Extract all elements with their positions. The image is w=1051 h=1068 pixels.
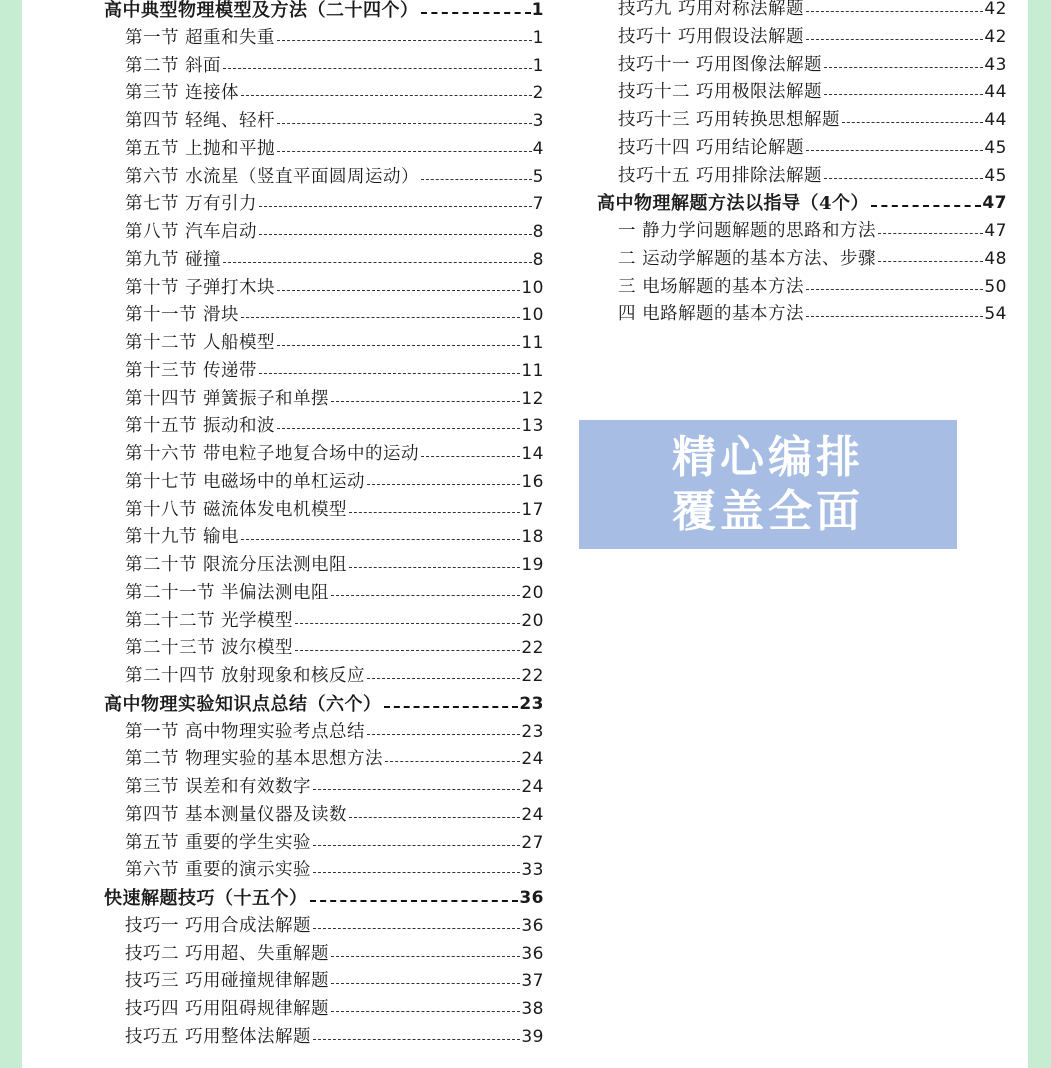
toc-dot-leader (349, 497, 520, 525)
toc-entry-title: 高中物理解题方法以指导（4个） (597, 193, 870, 215)
toc-entry[interactable] (104, 497, 544, 525)
toc-entry[interactable] (104, 358, 544, 386)
toc-dot-leader (259, 191, 532, 219)
toc-right-column (597, 0, 1007, 329)
toc-entry[interactable] (597, 0, 1007, 24)
toc-page-number: 11 (521, 333, 544, 353)
toc-entry-title: 第二十一节 半偏法测电阻 (125, 582, 330, 603)
toc-dot-leader (277, 108, 532, 136)
toc-dot-leader (277, 413, 520, 441)
toc-dot-leader (277, 275, 520, 303)
toc-page-number: 10 (521, 277, 544, 298)
toc-entry-title: 第十四节 弹簧振子和单摆 (125, 388, 330, 409)
toc-dot-leader (824, 79, 983, 107)
toc-entry-title: 第九节 碰撞 (125, 249, 222, 270)
toc-dot-leader (806, 24, 983, 52)
toc-page-number: 37 (521, 971, 544, 992)
toc-page-number: 48 (984, 248, 1007, 269)
toc-dot-leader (824, 163, 983, 191)
toc-page-number: 43 (984, 54, 1007, 75)
toc-entry-title: 快速解题技巧（十五个） (104, 888, 308, 909)
toc-left-column (104, 0, 544, 1052)
toc-page-number: 44 (984, 82, 1007, 103)
toc-page-number: 8 (532, 222, 544, 242)
toc-entry[interactable] (104, 830, 544, 858)
toc-page-number: 1 (531, 0, 544, 20)
toc-entry[interactable] (597, 301, 1007, 329)
toc-dot-leader (313, 830, 520, 858)
toc-entry-title: 第十八节 磁流体发电机模型 (125, 499, 348, 520)
toc-entry-title: 第二十二节 光学模型 (125, 610, 294, 631)
toc-entry-title: 第十二节 人船模型 (125, 333, 276, 353)
toc-dot-leader (223, 247, 532, 275)
toc-page-number: 5 (532, 166, 544, 187)
promo-banner (579, 420, 957, 549)
toc-page-number: 18 (521, 527, 544, 548)
toc-entry[interactable] (597, 135, 1007, 163)
toc-page-number: 45 (984, 137, 1007, 158)
toc-dot-leader (367, 719, 520, 747)
toc-entry[interactable] (597, 52, 1007, 80)
toc-page-number: 20 (521, 610, 544, 631)
toc-entry[interactable] (104, 441, 544, 469)
toc-dot-leader (349, 802, 520, 830)
toc-entry[interactable] (104, 552, 544, 580)
toc-entry[interactable] (597, 79, 1007, 107)
toc-page-number: 45 (984, 165, 1007, 186)
toc-entry[interactable] (104, 275, 544, 303)
toc-page-number: 39 (521, 1026, 544, 1047)
toc-entry[interactable] (104, 608, 544, 636)
toc-entry-title: 第三节 误差和有效数字 (125, 777, 312, 797)
toc-entry-title: 二 运动学解题的基本方法、步骤 (618, 248, 877, 269)
toc-page-number: 42 (984, 0, 1007, 19)
toc-page-number: 12 (521, 388, 544, 409)
toc-entry[interactable] (104, 53, 544, 81)
toc-page-number: 36 (521, 915, 544, 936)
toc-entry[interactable] (104, 191, 544, 219)
toc-page-number: 7 (532, 194, 544, 215)
toc-entry-title: 第二十三节 波尔模型 (125, 638, 294, 659)
toc-entry-title: 第五节 上抛和平抛 (125, 138, 276, 159)
toc-section-heading[interactable] (597, 190, 1007, 218)
toc-page-number: 22 (521, 666, 544, 686)
toc-entry-title: 第十一节 滑块 (125, 305, 240, 326)
toc-page-number: 19 (521, 555, 544, 575)
toc-dot-leader (331, 386, 520, 414)
toc-page-number: 2 (532, 83, 544, 104)
toc-page-number: 11 (521, 360, 544, 381)
toc-dot-leader (349, 552, 520, 580)
toc-entry-title: 技巧一 巧用合成法解题 (125, 915, 312, 936)
toc-entry-title: 高中典型物理模型及方法（二十四个） (104, 0, 419, 21)
toc-dot-leader (313, 774, 520, 802)
toc-page-number: 33 (521, 860, 544, 881)
toc-entry-title: 第二十节 限流分压法测电阻 (125, 555, 348, 575)
toc-page-number: 24 (521, 804, 544, 825)
toc-entry[interactable] (597, 274, 1007, 302)
toc-entry-title: 技巧十一 巧用图像法解题 (618, 54, 823, 75)
toc-entry-title: 第十节 子弹打木块 (125, 277, 276, 298)
toc-entry[interactable] (104, 774, 544, 802)
toc-entry-title: 第二十四节 放射现象和核反应 (125, 666, 366, 686)
toc-entry[interactable] (104, 330, 544, 358)
promo-line-1: 精心编排 (672, 431, 864, 483)
toc-page-number: 54 (984, 304, 1007, 325)
toc-page-number: 20 (521, 582, 544, 603)
toc-dot-leader (421, 164, 532, 192)
toc-dot-leader (277, 330, 520, 358)
toc-entry[interactable] (597, 246, 1007, 274)
toc-section-heading[interactable] (104, 0, 544, 25)
toc-entry[interactable] (104, 1024, 544, 1052)
toc-page-number: 1 (532, 55, 544, 76)
toc-entry[interactable] (104, 746, 544, 774)
toc-entry-title: 第二节 斜面 (125, 55, 222, 76)
toc-dot-leader (313, 1024, 520, 1052)
toc-dot-leader (385, 746, 520, 774)
toc-page-number: 13 (521, 416, 544, 437)
toc-dot-leader (259, 219, 532, 247)
toc-dot-leader (421, 0, 531, 25)
toc-dot-leader (241, 524, 520, 552)
toc-entry-title: 三 电场解题的基本方法 (618, 276, 805, 297)
toc-dot-leader (806, 135, 983, 163)
toc-dot-leader (806, 0, 983, 24)
toc-page-number: 36 (519, 888, 544, 908)
toc-section-heading[interactable] (104, 691, 544, 719)
toc-entry[interactable] (597, 218, 1007, 246)
toc-entry[interactable] (104, 108, 544, 136)
toc-dot-leader (421, 441, 520, 469)
toc-page-number: 22 (521, 638, 544, 659)
toc-entry-title: 第四节 基本测量仪器及读数 (125, 804, 348, 825)
toc-page-number: 8 (532, 249, 544, 270)
toc-dot-leader (331, 941, 520, 969)
toc-entry-title: 技巧九 巧用对称法解题 (618, 0, 805, 19)
toc-entry[interactable] (597, 163, 1007, 191)
toc-section-heading[interactable] (104, 885, 544, 913)
toc-page-number: 47 (982, 193, 1007, 214)
toc-page-number: 47 (984, 221, 1007, 241)
toc-page-number: 10 (521, 305, 544, 326)
promo-line-2: 覆盖全面 (672, 485, 864, 537)
toc-entry[interactable] (104, 469, 544, 497)
toc-entry[interactable] (597, 107, 1007, 135)
toc-page-number: 1 (532, 27, 544, 48)
toc-entry-title: 技巧四 巧用阻碍规律解题 (125, 999, 330, 1019)
toc-entry[interactable] (104, 913, 544, 941)
toc-dot-leader (367, 663, 520, 691)
toc-entry-title: 技巧十 巧用假设法解题 (618, 26, 805, 47)
toc-dot-leader (331, 968, 520, 996)
toc-entry-title: 技巧十二 巧用极限法解题 (618, 82, 823, 103)
toc-dot-leader (878, 218, 983, 246)
toc-dot-leader (241, 80, 532, 108)
toc-page-number: 4 (532, 138, 544, 159)
toc-entry[interactable] (104, 635, 544, 663)
toc-dot-leader (878, 246, 983, 274)
toc-entry-title: 第十九节 输电 (125, 527, 240, 548)
toc-page-number: 24 (521, 749, 544, 770)
toc-entry-title: 第十五节 振动和波 (125, 416, 276, 437)
toc-dot-leader (313, 913, 520, 941)
toc-page-number: 23 (521, 721, 544, 742)
toc-entry-title: 技巧十五 巧用排除法解题 (618, 165, 823, 186)
toc-entry[interactable] (104, 524, 544, 552)
toc-page-number: 23 (519, 693, 544, 714)
toc-page-number: 17 (521, 499, 544, 520)
toc-dot-leader (331, 996, 520, 1024)
toc-entry-title: 第二节 物理实验的基本思想方法 (125, 749, 384, 770)
toc-dot-leader (871, 190, 981, 218)
toc-page-number: 3 (532, 111, 544, 131)
toc-entry[interactable] (104, 719, 544, 747)
toc-dot-leader (277, 136, 532, 164)
toc-entry[interactable] (104, 219, 544, 247)
toc-entry-title: 四 电路解题的基本方法 (618, 304, 805, 325)
toc-dot-leader (824, 52, 983, 80)
toc-entry-title: 技巧五 巧用整体法解题 (125, 1026, 312, 1047)
toc-entry-title: 高中物理实验知识点总结（六个） (104, 693, 382, 715)
toc-page-number: 16 (521, 471, 544, 492)
toc-entry-title: 技巧三 巧用碰撞规律解题 (125, 971, 330, 992)
toc-entry[interactable] (597, 24, 1007, 52)
toc-entry-title: 技巧二 巧用超、失重解题 (125, 943, 330, 964)
toc-entry[interactable] (104, 25, 544, 53)
toc-entry-title: 第六节 重要的演示实验 (125, 860, 312, 881)
toc-entry-title: 第三节 连接体 (125, 83, 240, 104)
toc-entry[interactable] (104, 580, 544, 608)
toc-entry-title: 第十七节 电磁场中的单杠运动 (125, 471, 366, 492)
toc-entry-title: 第四节 轻绳、轻杆 (125, 111, 276, 131)
toc-dot-leader (331, 580, 520, 608)
toc-dot-leader (259, 358, 520, 386)
toc-entry-title: 第五节 重要的学生实验 (125, 832, 312, 853)
toc-page-number: 27 (521, 832, 544, 853)
toc-entry-title: 第一节 高中物理实验考点总结 (125, 721, 366, 742)
toc-entry[interactable] (104, 136, 544, 164)
toc-entry[interactable] (104, 164, 544, 192)
toc-dot-leader (842, 107, 983, 135)
toc-entry-title: 技巧十三 巧用转换思想解题 (618, 110, 841, 130)
toc-entry[interactable] (104, 996, 544, 1024)
toc-entry-title: 技巧十四 巧用结论解题 (618, 137, 805, 158)
toc-entry-title: 第十三节 传递带 (125, 360, 258, 381)
toc-dot-leader (295, 608, 520, 636)
toc-entry[interactable] (104, 386, 544, 414)
toc-page-number: 36 (521, 943, 544, 964)
toc-entry-title: 第一节 超重和失重 (125, 27, 276, 48)
toc-entry[interactable] (104, 247, 544, 275)
toc-page-number: 14 (521, 444, 544, 464)
toc-dot-leader (313, 857, 520, 885)
toc-entry-title: 一 静力学问题解题的思路和方法 (618, 221, 877, 241)
toc-dot-leader (223, 53, 532, 81)
toc-page-number: 24 (521, 777, 544, 797)
toc-dot-leader (295, 635, 520, 663)
toc-page-number: 44 (984, 110, 1007, 130)
toc-entry-title: 第八节 汽车启动 (125, 222, 258, 242)
toc-entry[interactable] (104, 802, 544, 830)
toc-entry-title: 第十六节 带电粒子地复合场中的运动 (125, 444, 420, 464)
toc-dot-leader (310, 885, 519, 913)
toc-dot-leader (806, 274, 983, 302)
toc-dot-leader (277, 25, 532, 53)
toc-page-number: 38 (521, 999, 544, 1019)
toc-dot-leader (384, 691, 519, 719)
toc-entry-title: 第六节 水流星（竖直平面圆周运动） (125, 166, 420, 187)
toc-entry[interactable] (104, 302, 544, 330)
toc-entry[interactable] (104, 663, 544, 691)
toc-dot-leader (806, 301, 983, 329)
toc-entry[interactable] (104, 941, 544, 969)
toc-entry[interactable] (104, 80, 544, 108)
toc-page-number: 50 (984, 276, 1007, 297)
toc-page-number: 42 (984, 26, 1007, 47)
toc-entry[interactable] (104, 968, 544, 996)
toc-dot-leader (367, 469, 520, 497)
toc-entry-title: 第七节 万有引力 (125, 194, 258, 215)
toc-entry[interactable] (104, 857, 544, 885)
toc-dot-leader (241, 302, 520, 330)
toc-entry[interactable] (104, 413, 544, 441)
